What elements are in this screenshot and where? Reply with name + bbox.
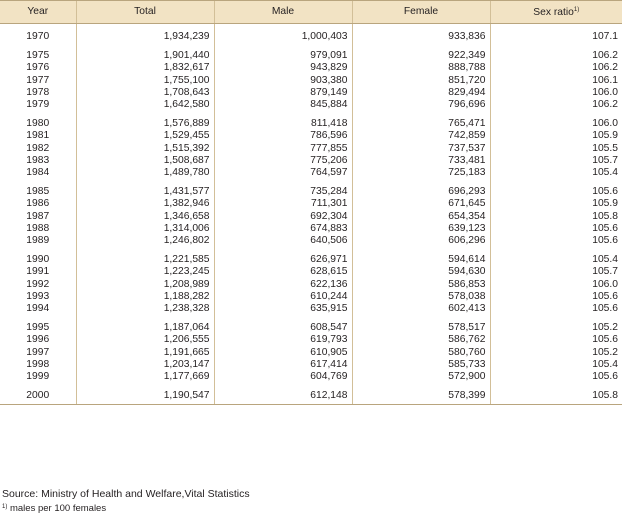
cell-female: 580,760	[352, 347, 490, 359]
header-female: Female	[352, 1, 490, 24]
cell-female: 572,900	[352, 371, 490, 383]
cell-year: 1980	[26, 118, 50, 130]
cell-female: 578,517	[352, 315, 490, 334]
cell-female: 733,481	[352, 155, 490, 167]
header-sex-ratio	[490, 1, 622, 24]
cell-year: 1979	[26, 99, 50, 111]
cell-female: 594,630	[352, 266, 490, 278]
cell-total: 1,187,064	[76, 315, 214, 334]
cell-female: 829,494	[352, 87, 490, 99]
cell-sex-ratio: 105.6	[490, 179, 622, 198]
cell-male: 879,149	[214, 87, 352, 99]
table-row	[0, 179, 622, 198]
cell-year: 2000	[0, 383, 76, 405]
footnote-text: males per 100 females	[7, 503, 107, 514]
table-row	[0, 130, 622, 142]
cell-female: 933,836	[352, 24, 490, 44]
cell-sex-ratio: 105.2	[490, 347, 622, 359]
cell-sex-ratio: 105.4	[490, 359, 622, 371]
cell-total: 1,238,328	[76, 303, 214, 315]
table-row	[0, 75, 622, 87]
cell-male: 764,597	[214, 167, 352, 179]
cell-female: 671,645	[352, 198, 490, 210]
table-row	[0, 198, 622, 210]
cell-total: 1,221,585	[76, 247, 214, 266]
cell-year: 1970	[26, 31, 50, 42]
cell-year: 1998	[26, 358, 50, 370]
cell-female: 696,293	[352, 179, 490, 198]
cell-male: 626,971	[214, 247, 352, 266]
cell-male: 845,884	[214, 99, 352, 111]
cell-sex-ratio: 105.6	[490, 303, 622, 315]
cell-sex-ratio: 106.0	[490, 87, 622, 99]
cell-male: 786,596	[214, 130, 352, 142]
cell-sex-ratio: 105.6	[490, 235, 622, 247]
cell-sex-ratio: 105.6	[490, 334, 622, 346]
table-row	[0, 303, 622, 315]
cell-total: 1,529,455	[76, 130, 214, 142]
table-row	[0, 87, 622, 99]
cell-year: 1983	[26, 154, 50, 166]
cell-sex-ratio: 105.4	[490, 247, 622, 266]
cell-female: 602,413	[352, 303, 490, 315]
cell-total: 1,177,669	[76, 371, 214, 383]
cell-female: 585,733	[352, 359, 490, 371]
cell-year: 1977	[26, 74, 50, 86]
table-row	[0, 24, 622, 44]
cell-year: 1996	[26, 334, 50, 346]
cell-year: 1987	[26, 210, 50, 222]
footnote-mark: 1)	[573, 7, 580, 14]
table-body	[0, 24, 622, 405]
cell-year: 1990	[26, 254, 50, 266]
cell-female: 851,720	[352, 75, 490, 87]
cell-sex-ratio: 106.0	[490, 111, 622, 130]
table-row	[0, 62, 622, 74]
cell-female: 737,537	[352, 143, 490, 155]
table-row	[0, 291, 622, 303]
cell-total: 1,642,580	[76, 99, 214, 111]
cell-sex-ratio: 106.0	[490, 279, 622, 291]
cell-male: 903,380	[214, 75, 352, 87]
cell-male: 692,304	[214, 211, 352, 223]
cell-total: 1,755,100	[76, 75, 214, 87]
cell-female: 725,183	[352, 167, 490, 179]
cell-male: 610,244	[214, 291, 352, 303]
cell-male: 640,506	[214, 235, 352, 247]
cell-total: 1,346,658	[76, 211, 214, 223]
table-row	[0, 371, 622, 383]
cell-sex-ratio: 107.1	[490, 24, 622, 44]
cell-year: 1978	[26, 86, 50, 98]
cell-male: 604,769	[214, 371, 352, 383]
cell-total: 1,206,555	[76, 334, 214, 346]
cell-male: 1,000,403	[214, 24, 352, 44]
cell-male: 811,418	[214, 111, 352, 130]
cell-total: 1,431,577	[76, 179, 214, 198]
cell-sex-ratio: 105.6	[490, 371, 622, 383]
cell-sex-ratio: 105.4	[490, 167, 622, 179]
cell-total: 1,223,245	[76, 266, 214, 278]
cell-female: 586,762	[352, 334, 490, 346]
source-note: Source: Ministry of Health and Welfare,Vital Statistics	[2, 488, 250, 500]
footnote	[2, 501, 106, 515]
cell-total: 1,314,006	[76, 223, 214, 235]
table-row	[0, 334, 622, 346]
cell-total: 1,190,547	[76, 383, 214, 405]
cell-sex-ratio: 105.7	[490, 266, 622, 278]
cell-male: 635,915	[214, 303, 352, 315]
cell-year: 1993	[26, 290, 50, 302]
cell-male: 619,793	[214, 334, 352, 346]
cell-year: 1992	[26, 278, 50, 290]
cell-year: 1986	[26, 198, 50, 210]
table-row	[0, 383, 622, 405]
cell-sex-ratio: 106.2	[490, 99, 622, 111]
cell-total: 1,508,687	[76, 155, 214, 167]
cell-total: 1,191,665	[76, 347, 214, 359]
cell-total: 1,832,617	[76, 62, 214, 74]
cell-female: 654,354	[352, 211, 490, 223]
sex-ratio-label: Sex ratio	[533, 7, 574, 19]
cell-total: 1,208,989	[76, 279, 214, 291]
cell-total: 1,489,780	[76, 167, 214, 179]
cell-male: 628,615	[214, 266, 352, 278]
cell-year: 1976	[26, 62, 50, 74]
table-header	[0, 1, 622, 24]
table-row	[0, 247, 622, 266]
cell-year: 1995	[26, 322, 50, 334]
cell-total: 1,188,282	[76, 291, 214, 303]
cell-sex-ratio: 106.2	[490, 62, 622, 74]
cell-male: 777,855	[214, 143, 352, 155]
cell-sex-ratio: 105.8	[490, 211, 622, 223]
cell-total: 1,708,643	[76, 87, 214, 99]
cell-male: 943,829	[214, 62, 352, 74]
cell-year: 1981	[26, 130, 50, 142]
cell-total: 1,934,239	[76, 24, 214, 44]
cell-female: 578,399	[352, 383, 490, 405]
cell-total: 1,203,147	[76, 359, 214, 371]
table-row	[0, 143, 622, 155]
cell-year: 1999	[26, 371, 50, 383]
table-row	[0, 223, 622, 235]
cell-sex-ratio: 105.6	[490, 223, 622, 235]
table-row	[0, 279, 622, 291]
cell-year: 1994	[26, 303, 50, 315]
footnote-mark: 1)	[2, 504, 8, 510]
table-row	[0, 266, 622, 278]
cell-total: 1,576,889	[76, 111, 214, 130]
cell-sex-ratio: 105.6	[490, 291, 622, 303]
cell-sex-ratio: 105.7	[490, 155, 622, 167]
cell-year: 1997	[26, 346, 50, 358]
cell-sex-ratio: 106.1	[490, 75, 622, 87]
table-row	[0, 347, 622, 359]
cell-total: 1,246,802	[76, 235, 214, 247]
table-row	[0, 315, 622, 334]
cell-year: 1984	[26, 167, 50, 179]
cell-female: 639,123	[352, 223, 490, 235]
cell-female: 922,349	[352, 43, 490, 62]
cell-female: 742,859	[352, 130, 490, 142]
cell-year: 1982	[26, 142, 50, 154]
cell-female: 578,038	[352, 291, 490, 303]
cell-male: 622,136	[214, 279, 352, 291]
table-row	[0, 211, 622, 223]
table-row	[0, 99, 622, 111]
cell-sex-ratio: 105.9	[490, 198, 622, 210]
header-row	[0, 1, 622, 24]
cell-year: 1989	[26, 235, 50, 247]
cell-female: 594,614	[352, 247, 490, 266]
cell-male: 608,547	[214, 315, 352, 334]
cell-male: 711,301	[214, 198, 352, 210]
cell-sex-ratio: 105.8	[490, 383, 622, 405]
table-row	[0, 359, 622, 371]
cell-female: 888,788	[352, 62, 490, 74]
cell-female: 796,696	[352, 99, 490, 111]
cell-year: 1985	[26, 186, 50, 198]
cell-total: 1,515,392	[76, 143, 214, 155]
cell-male: 612,148	[214, 383, 352, 405]
table-row	[0, 111, 622, 130]
header-total: Total	[76, 1, 214, 24]
cell-sex-ratio: 105.5	[490, 143, 622, 155]
cell-year: 1991	[26, 266, 50, 278]
header-year: Year	[0, 1, 76, 24]
cell-female: 606,296	[352, 235, 490, 247]
cell-sex-ratio: 105.9	[490, 130, 622, 142]
cell-male: 979,091	[214, 43, 352, 62]
cell-male: 775,206	[214, 155, 352, 167]
cell-total: 1,901,440	[76, 43, 214, 62]
cell-female: 765,471	[352, 111, 490, 130]
cell-year: 1988	[26, 222, 50, 234]
cell-female: 586,853	[352, 279, 490, 291]
cell-total: 1,382,946	[76, 198, 214, 210]
cell-male: 735,284	[214, 179, 352, 198]
cell-year: 1975	[26, 50, 50, 62]
header-male: Male	[214, 1, 352, 24]
table-row	[0, 235, 622, 247]
cell-sex-ratio: 106.2	[490, 43, 622, 62]
cell-male: 617,414	[214, 359, 352, 371]
table-row	[0, 155, 622, 167]
cell-male: 674,883	[214, 223, 352, 235]
table-row	[0, 167, 622, 179]
cell-sex-ratio: 105.2	[490, 315, 622, 334]
cell-male: 610,905	[214, 347, 352, 359]
table-row	[0, 43, 622, 62]
